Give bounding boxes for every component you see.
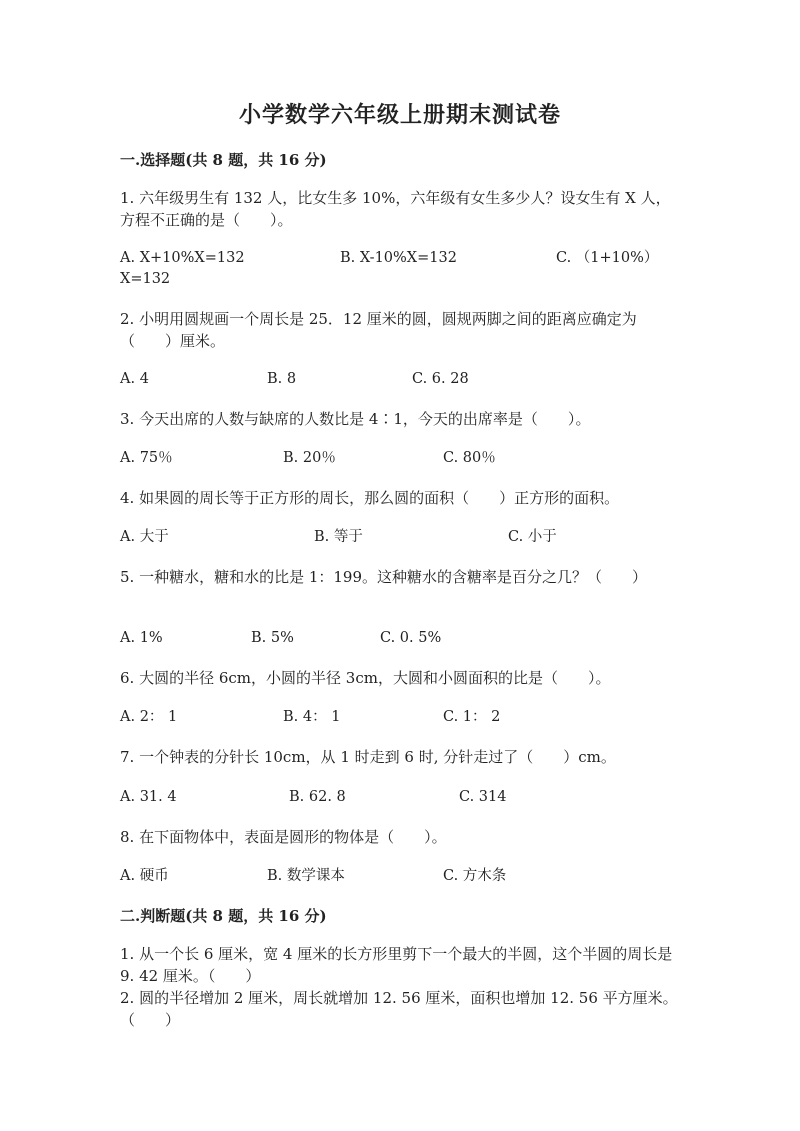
question-6: 6. 大圆的半径 6cm，小圆的半径 3cm，大圆和小圆面积的比是（ ）。 <box>120 669 611 687</box>
section-heading-judge: 二.判断题(共 8 题，共 16 分) <box>120 907 327 925</box>
q7-option-a: A. 31. 4 <box>120 789 177 805</box>
q4-option-c: C. 小于 <box>508 529 557 545</box>
section-heading-choice: 一.选择题(共 8 题，共 16 分) <box>120 151 327 169</box>
q6-option-c: C. 1： 2 <box>443 709 501 725</box>
q8-option-c: C. 方木条 <box>443 868 507 884</box>
question-8: 8. 在下面物体中，表面是圆形的物体是（ ）。 <box>120 828 447 846</box>
q2-option-a: A. 4 <box>120 371 149 387</box>
q1-option-c: C. （1+10%） <box>556 250 659 266</box>
q8-option-a: A. 硬币 <box>120 868 169 884</box>
q4-option-a: A. 大于 <box>120 529 169 545</box>
q1-option-a: A. X+10%X=132 <box>120 250 245 266</box>
judge-question-2: 2. 圆的半径增加 2 厘米，周长就增加 12. 56 厘米，面积也增加 12. 56 平方厘米。（ ） <box>120 989 678 1029</box>
q7-option-c: C. 314 <box>459 789 507 805</box>
q2-option-c: C. 6. 28 <box>412 371 469 387</box>
q2-option-b: B. 8 <box>267 371 297 387</box>
q6-option-b: B. 4： 1 <box>283 709 341 725</box>
judge-question-1: 1. 从一个长 6 厘米，宽 4 厘米的长方形里剪下一个最大的半圆，这个半圆的周长是 9. 42 厘米。（ ） <box>120 945 673 985</box>
q3-option-b: B. 20％ <box>283 450 336 466</box>
q8-option-b: B. 数学课本 <box>267 868 345 884</box>
question-1: 1. 六年级男生有 132 人，比女生多 10%，六年级有女生多少人？设女生有 X 人，方程不正确的是（ ）。 <box>120 189 671 229</box>
q5-option-b: B. 5% <box>251 630 294 646</box>
question-5: 5. 一种糖水，糖和水的比是 1：199。这种糖水的含糖率是百分之几？（ ） <box>120 568 648 586</box>
q5-option-a: A. 1% <box>120 630 163 646</box>
q5-option-c: C. 0. 5% <box>380 630 442 646</box>
q3-option-a: A. 75％ <box>120 450 173 466</box>
q1-option-c-cont: X=132 <box>120 271 171 287</box>
question-7: 7. 一个钟表的分针长 10cm，从 1 时走到 6 时, 分针走过了（ ）cm。 <box>120 748 616 766</box>
q7-option-b: B. 62. 8 <box>289 789 346 805</box>
q3-option-c: C. 80％ <box>443 450 496 466</box>
q1-option-b: B. X-10%X=132 <box>340 250 457 266</box>
q6-option-a: A. 2： 1 <box>120 709 178 725</box>
question-3: 3. 今天出席的人数与缺席的人数比是 4∶1，今天的出席率是（ ）。 <box>120 410 591 428</box>
question-2: 2. 小明用圆规画一个周长是 25．12 厘米的圆，圆规两脚之间的距离应确定为（ ）厘米。 <box>120 310 637 350</box>
q4-option-b: B. 等于 <box>314 529 363 545</box>
question-4: 4. 如果圆的周长等于正方形的周长，那么圆的面积（ ）正方形的面积。 <box>120 489 620 507</box>
page-title: 小学数学六年级上册期末测试卷 <box>238 102 561 128</box>
